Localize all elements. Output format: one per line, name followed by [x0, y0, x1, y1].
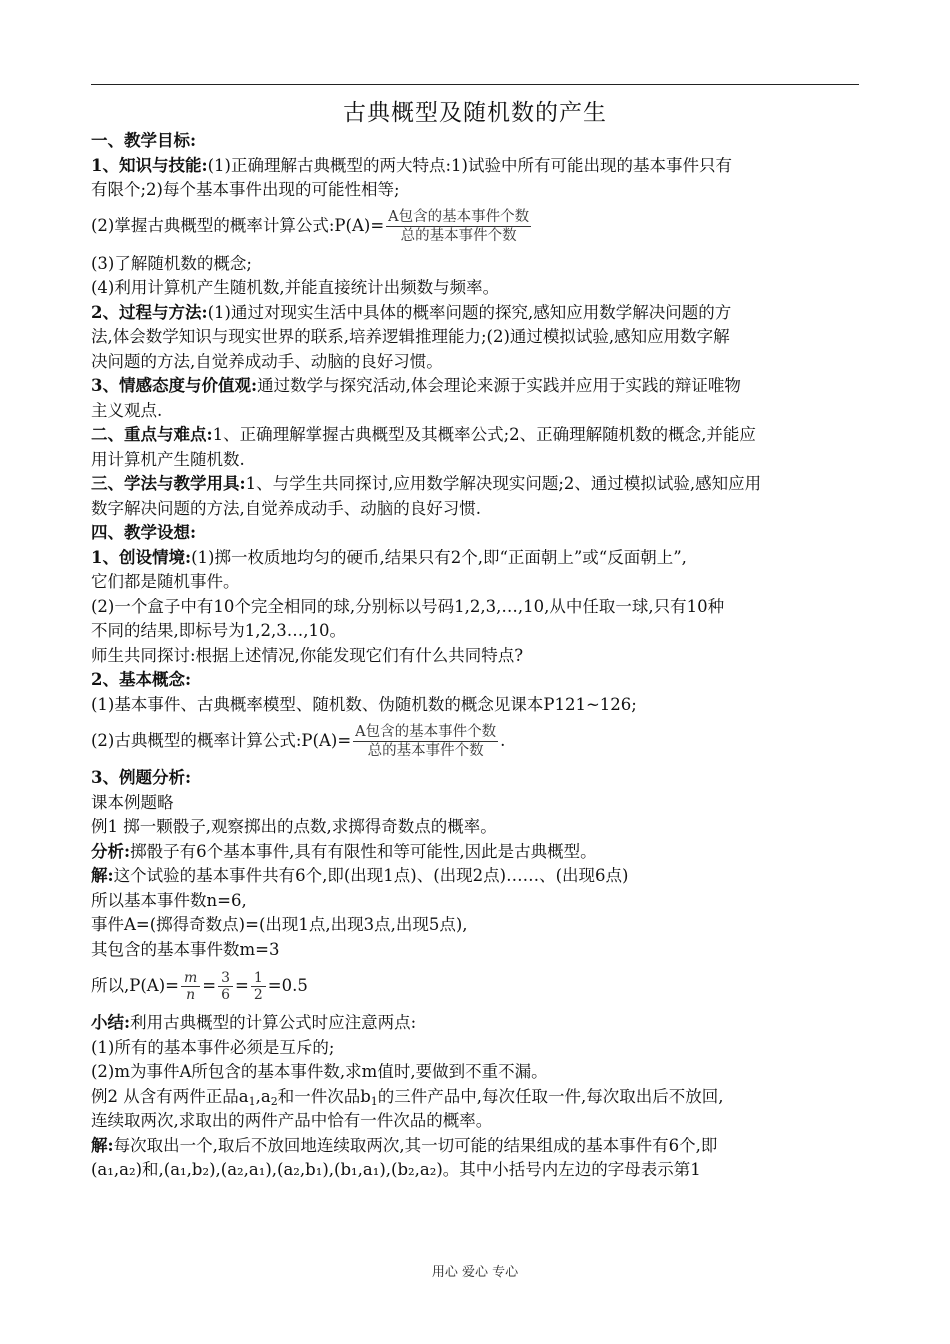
item-label: 解:	[91, 1135, 114, 1155]
fraction-numerator: m	[181, 970, 200, 987]
paragraph: 例1 掷一颗骰子,观察掷出的点数,求掷得奇数点的概率。	[91, 817, 497, 836]
fraction-3-over-6	[218, 970, 233, 1003]
subsection-heading: 3、例题分析:	[91, 768, 192, 787]
item-label: 分析:	[91, 841, 131, 861]
paragraph	[91, 546, 881, 571]
fraction-numerator: A包含的基本事件个数	[355, 723, 497, 740]
page-title: 古典概型及随机数的产生	[343, 100, 607, 126]
paragraph: (3)了解随机数的概念;	[91, 253, 252, 273]
header-rule	[91, 84, 859, 85]
paragraph: 其包含的基本事件数m=3	[91, 939, 280, 959]
paragraph: (1)所有的基本事件必须是互斥的;	[91, 1037, 335, 1057]
item-text: 每次取出一个,取后不放回地连续取两次,其一切可能的结果组成的基本事件有6个,即	[113, 1135, 718, 1155]
fraction-denominator: 6	[221, 986, 230, 1003]
probability-fraction	[353, 723, 498, 760]
paragraph: 主义观点.	[91, 400, 163, 420]
item-text: 1、与学生共同探讨,应用数学解决现实问题;2、通过模拟试验,感知应用	[245, 474, 762, 493]
item-text: 掷骰子有6个基本事件,具有有限性和等可能性,因此是古典概型。	[130, 841, 597, 861]
item-label: 小结:	[91, 1013, 131, 1032]
item-text: (1)通过对现实生活中具体的概率问题的探究,感知应用数学解决问题的方	[207, 302, 732, 322]
item-label: 1、知识与技能:	[91, 155, 208, 175]
section-heading: 一、教学目标:	[91, 131, 197, 150]
paragraph: 师生共同探讨:根据上述情况,你能发现它们有什么共同特点?	[91, 645, 524, 665]
subscript: 1	[370, 1094, 378, 1108]
paragraph	[91, 472, 881, 497]
fraction-numerator: 1	[251, 970, 266, 987]
item-text: 这个试验的基本事件共有6个,即(出现1点)、(出现2点)……、(出现6点)	[113, 866, 629, 885]
equals-sign: =	[235, 975, 249, 995]
paragraph	[91, 154, 881, 179]
item-text: 利用古典概型的计算公式时应注意两点:	[130, 1013, 417, 1032]
paragraph	[91, 1085, 881, 1110]
paragraph: 有限个;2)每个基本事件出现的可能性相等;	[91, 180, 400, 199]
paragraph	[91, 1011, 881, 1036]
text-fragment: 和一件次品b	[277, 1086, 371, 1106]
item-label: 3、情感态度与价值观:	[91, 376, 258, 395]
paragraph: 课本例题略	[91, 792, 174, 812]
formula-line	[91, 965, 881, 1007]
paragraph	[91, 301, 881, 326]
item-label: 解:	[91, 866, 114, 885]
formula-line	[91, 720, 881, 762]
item-text: (1)掷一枚质地均匀的硬币,结果只有2个,即“正面朝上”或“反面朝上”,	[191, 547, 687, 567]
fraction-m-over-n	[181, 970, 200, 1003]
paragraph: 决问题的方法,自觉养成动手、动脑的良好习惯。	[91, 351, 443, 371]
paragraph: 用计算机产生随机数.	[91, 449, 245, 469]
fraction-denominator: n	[186, 986, 196, 1003]
probability-fraction	[386, 208, 531, 245]
paragraph: (2)m为事件A所包含的基本事件数,求m值时,要做到不重不漏。	[91, 1062, 548, 1081]
page-footer: 用心 爱心 专心	[431, 1265, 519, 1280]
formula-prefix: (2)古典概型的概率计算公式:P(A)=	[91, 730, 352, 750]
section-heading: 四、教学设想:	[91, 523, 197, 542]
subscript: 1	[248, 1094, 256, 1108]
paragraph: 它们都是随机事件。	[91, 572, 240, 591]
formula-prefix: (2)掌握古典概型的概率计算公式:P(A)=	[91, 216, 385, 236]
paragraph: 不同的结果,即标号为1,2,3…,10。	[91, 621, 346, 640]
subscript: 2	[270, 1094, 278, 1108]
formula-line	[91, 206, 881, 248]
formula-suffix: .	[500, 730, 506, 750]
paragraph: (1)基本事件、古典概率模型、随机数、伪随机数的概念见课本P121~126;	[91, 694, 637, 714]
item-label: 2、过程与方法:	[91, 302, 208, 322]
subsection-heading: 2、基本概念:	[91, 670, 192, 689]
text-fragment: ,a	[255, 1086, 271, 1106]
item-label: 1、创设情境:	[91, 547, 192, 567]
fraction-denominator: 总的基本事件个数	[367, 742, 484, 759]
formula-prefix: 所以,P(A)=	[91, 975, 179, 995]
paragraph: 数字解决问题的方法,自觉养成动手、动脑的良好习惯.	[91, 498, 481, 518]
paragraph: 法,体会数学知识与现实世界的联系,培养逻辑推理能力;(2)通过模拟试验,感知应用数字解	[91, 327, 730, 346]
fraction-numerator: 3	[218, 970, 233, 987]
fraction-denominator: 总的基本事件个数	[400, 228, 517, 244]
paragraph: 事件A=(掷得奇数点)=(出现1点,出现3点,出现5点),	[91, 915, 468, 934]
document-body	[91, 129, 881, 1183]
paragraph: (4)利用计算机产生随机数,并能直接统计出频数与频率。	[91, 278, 500, 297]
paragraph: 连续取两次,求取出的两件产品中恰有一件次品的概率。	[91, 1111, 493, 1130]
item-label: 二、重点与难点:	[91, 425, 213, 444]
item-text: (1)正确理解古典概型的两大特点:1)试验中所有可能出现的基本事件只有	[207, 155, 732, 175]
paragraph: 所以基本事件数n=6,	[91, 890, 247, 910]
text-fragment: 例2 从含有两件正品a	[91, 1086, 249, 1106]
paragraph	[91, 1134, 881, 1159]
paragraph: (a₁,a₂)和,(a₁,b₂),(a₂,a₁),(a₂,b₁),(b₁,a₁),(b₂,a₂)。其中小括号内左边的字母表示第1	[91, 1160, 701, 1179]
paragraph	[91, 374, 881, 399]
formula-result: =0.5	[267, 975, 308, 995]
text-fragment: 的三件产品中,每次任取一件,每次取出后不放回,	[377, 1086, 724, 1106]
paragraph	[91, 423, 881, 448]
paragraph: (2)一个盒子中有10个完全相同的球,分别标以号码1,2,3,…,10,从中任取一球,只有10种	[91, 596, 725, 616]
paragraph	[91, 864, 881, 889]
fraction-1-over-2	[251, 970, 266, 1003]
item-label: 三、学法与教学用具:	[91, 474, 246, 493]
paragraph	[91, 840, 881, 865]
item-text: 1、正确理解掌握古典概型及其概率公式;2、正确理解随机数的概念,并能应	[212, 425, 756, 444]
equals-sign: =	[202, 975, 217, 995]
item-text: 通过数学与探究活动,体会理论来源于实践并应用于实践的辩证唯物	[257, 376, 741, 395]
fraction-denominator: 2	[253, 986, 263, 1003]
fraction-numerator: A包含的基本事件个数	[388, 209, 530, 225]
